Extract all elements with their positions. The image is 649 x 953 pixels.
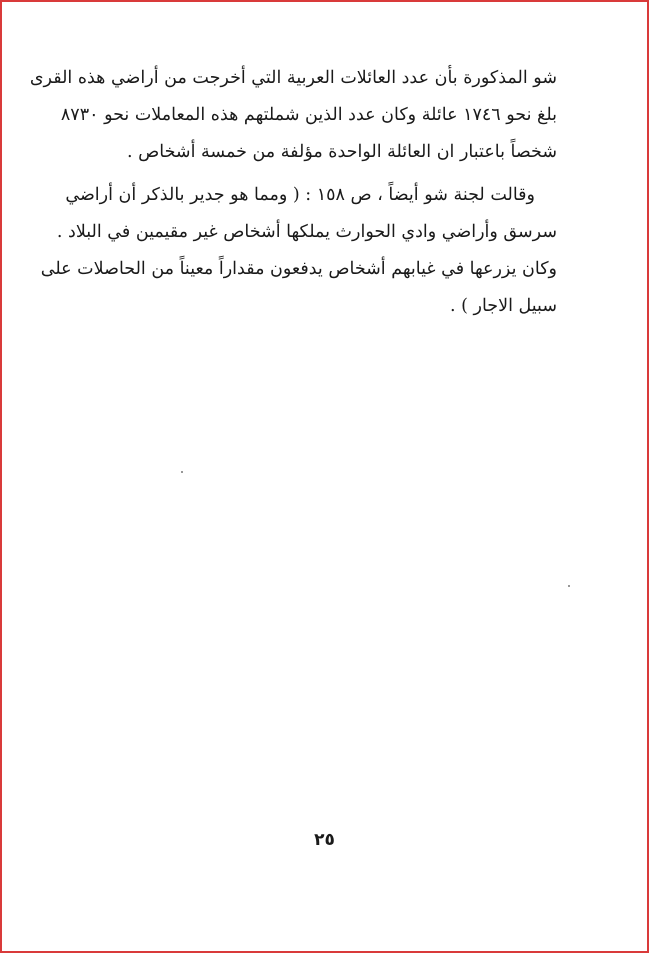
- text-line: سرسق وأراضي وادي الحوارث يملكها أشخاص غير مقيمين في البلاد .: [56, 222, 557, 242]
- paragraph-2: [40, 177, 557, 325]
- text-line: وقالت لجنة شو أيضاً ، ص ١٥٨ : ( ومما هو جدير بالذكر أن أراضي: [65, 185, 535, 205]
- text-line: وكان يزرعها في غيابهم أشخاص يدفعون مقداراً معيناً من الحاصلات على: [40, 259, 557, 279]
- paragraph-1: [29, 60, 557, 171]
- text-line: بلغ نحو ١٧٤٦ عائلة وكان عدد الذين شملتهم هذه المعاملات نحو ٨٧٣٠: [60, 105, 557, 125]
- text-line: شو المذكورة بأن عدد العائلات العربية التي أخرجت من أراضي هذه القرى: [29, 68, 557, 88]
- page-number: ٢٥: [314, 830, 335, 850]
- scan-speck: [568, 585, 570, 587]
- scan-speck: [181, 471, 183, 473]
- text-line: سبيل الاجار ) .: [450, 296, 557, 316]
- text-line: شخصاً باعتبار ان العائلة الواحدة مؤلفة من خمسة أشخاص .: [127, 142, 557, 162]
